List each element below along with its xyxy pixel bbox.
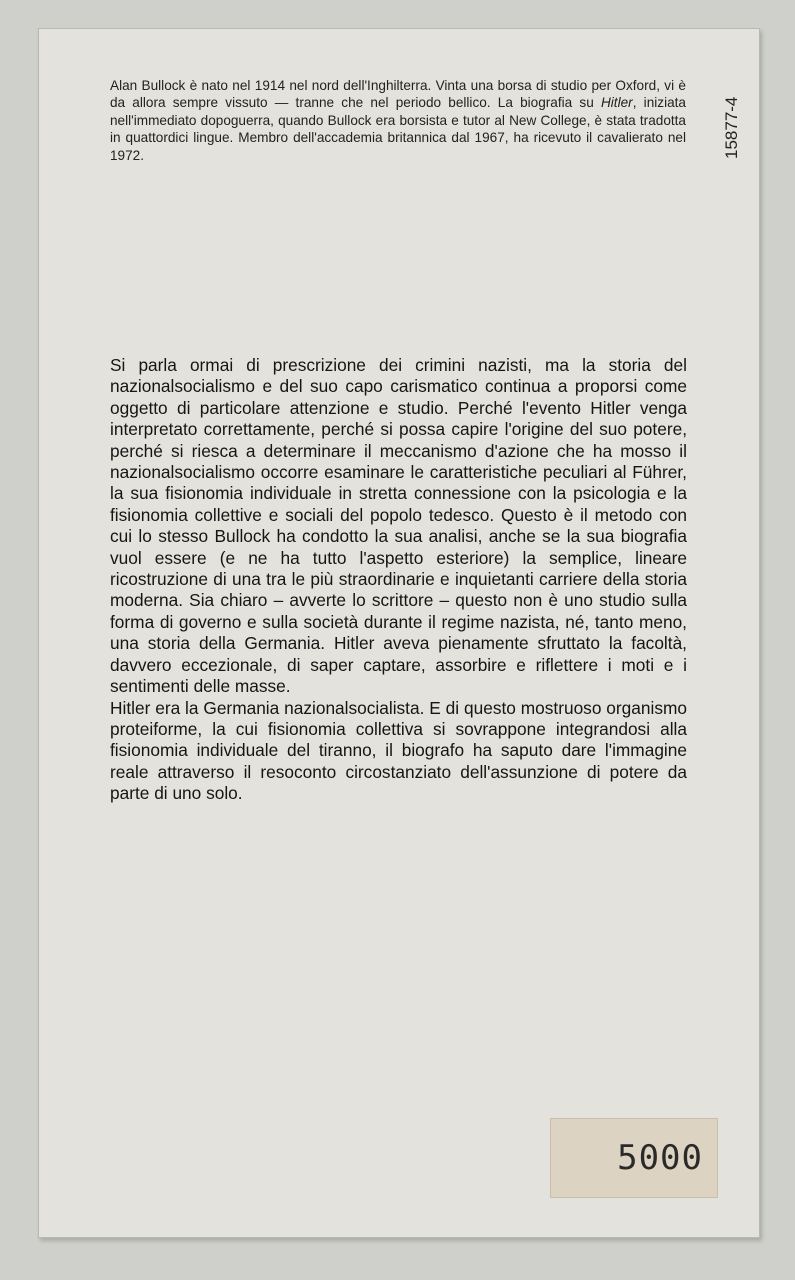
blurb-paragraph-2: Hitler era la Germania nazionalsocialista. E di questo mostruoso organismo proteiforme, la cui fisionomia collettiva si sovrappone integrandosi alla fisionomia individuale del tiranno, il biografo ha saputo dare l'immagine reale attraverso il resoconto circostanziato dell'assunzione di potere da parte di uno solo. bbox=[110, 697, 687, 804]
book-back-cover bbox=[38, 28, 760, 1238]
blurb-paragraph-1: Si parla ormai di prescrizione dei crimini nazisti, ma la storia del nazionalsocialismo e del suo capo carismatico continua a proporsi come oggetto di particolare attenzione e studio. Perché l'evento Hitler venga interpretato correttamente, perché si possa capire l'origine del suo potere, perché si riesca a determinare il meccanismo d'azione che ha mosso il nazionalsocialismo occorre esaminare le caratteristiche peculiari al Führer, la sua fisionomia individuale in stretta connessione con la psicologia e la fisionomia collettive e sociali del popolo tedesco. Questo è il metodo con cui lo stesso Bullock ha condotto la sua analisi, anche se la sua biografia vuol essere (e ne ha tutto l'aspetto esteriore) la semplice, lineare ricostruzione di una tra le più straordinarie e inquietanti carriere della storia moderna. Sia chiaro – avverte lo scrittore – questo non è uno studio sulla forma di governo e sulla società durante il regime nazista, né, tanto meno, una storia della Germania. Hitler aveva pienamente sfruttato la facoltà, davvero eccezionale, di saper captare, assorbire e riflettere i moti e i sentimenti delle masse. bbox=[110, 355, 687, 697]
author-bio-text-1: Alan Bullock è nato nel 1914 nel nord dell'Inghilterra. Vinta una borsa di studio per Oxford, vi è da allora sempre vissuto — tranne che nel periodo bellico. La biografia su bbox=[110, 78, 686, 111]
catalog-code: 15877-4 bbox=[722, 96, 741, 159]
author-bio bbox=[110, 77, 686, 164]
author-bio-title-italic: Hitler bbox=[600, 95, 633, 111]
author-bio-text-2: , iniziata nell'immediato dopoguerra, quando Bullock era borsista e tutor al New College, è stata tradotta in quattordici lingue. Membro dell'accademia britannica dal 1967, ha ricevuto il cavalierato nel 1972. bbox=[110, 95, 686, 163]
blurb bbox=[110, 355, 687, 805]
price-sticker: 5000 bbox=[551, 1119, 717, 1197]
